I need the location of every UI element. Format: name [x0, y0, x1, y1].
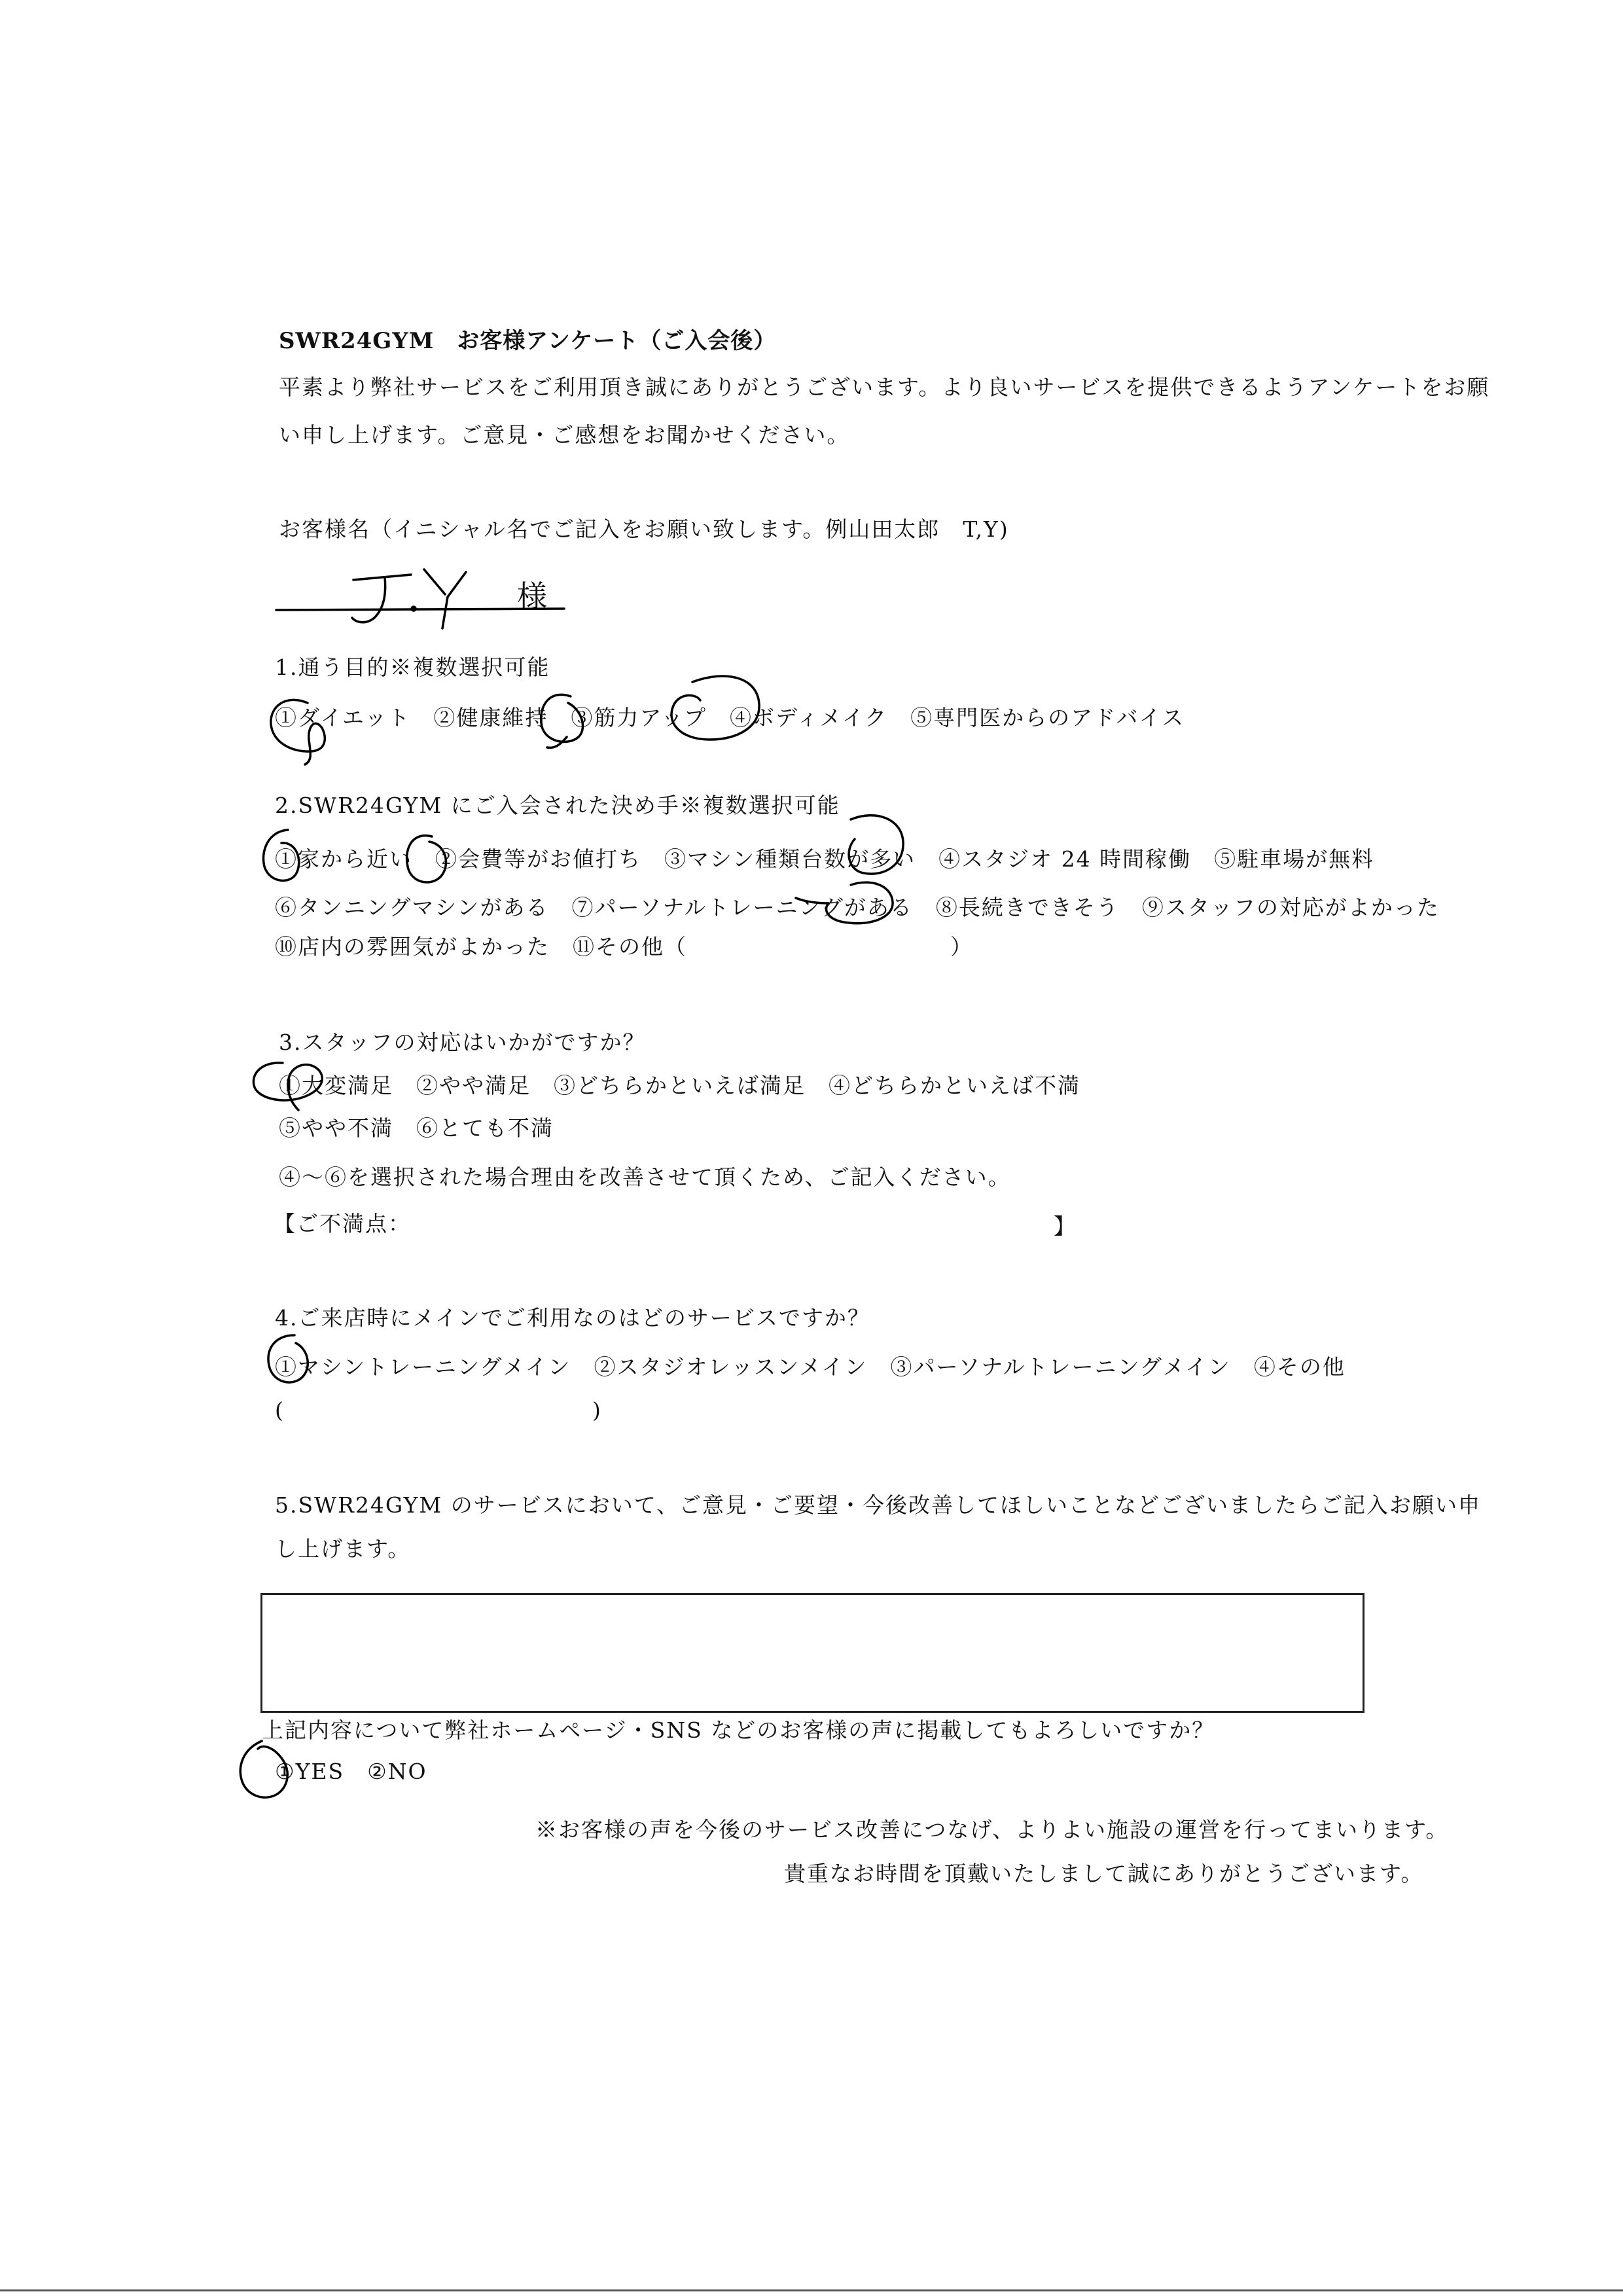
- q3-options-line-2: ⑤やや不満 ⑥とても不満: [279, 1115, 554, 1141]
- q4-question: 4.ご来店時にメインでご利用なのはどのサービスですか？: [275, 1305, 870, 1331]
- footer-line-1: ※お客様の声を今後のサービス改善につなげ、よりよい施設の運営を行ってまいります。: [535, 1817, 1449, 1842]
- publish-options: ①YES ②NO: [275, 1759, 427, 1784]
- q5-question-line-2: し上げます。: [275, 1536, 411, 1562]
- survey-title: SWR24GYM お客様アンケート（ご入会後）: [279, 328, 777, 354]
- q3-question: 3.スタッフの対応はいかがですか？: [279, 1030, 646, 1055]
- q4-options: ①マシントレーニングメイン ②スタジオレッスンメイン ③パーソナルトレーニングメイン ④その他: [275, 1354, 1346, 1380]
- q3-complaint-label: 【ご不満点：: [274, 1211, 411, 1236]
- publish-question: 上記内容について弊社ホームページ・SNS などのお客様の声に掲載してもよろしいですか？: [262, 1717, 1215, 1743]
- intro-line-1: 平素より弊社サービスをご利用頂き誠にありがとうございます。より良いサービスを提供できるようアンケートをお願: [279, 374, 1490, 400]
- q3-note: ④～⑥を選択された場合理由を改善させて頂くため、ご記入ください。: [279, 1164, 1011, 1190]
- customer-name-suffix: 様: [517, 579, 547, 614]
- q5-answer-box[interactable]: [260, 1593, 1364, 1713]
- q2-options-line-3: ⑩店内の雰囲気がよかった ⑪その他（: [275, 934, 687, 960]
- q4-other-close-paren: ): [592, 1397, 602, 1423]
- q4-other-open-paren: (: [275, 1397, 285, 1423]
- intro-line-2: い申し上げます。ご意見・ご感想をお聞かせください。: [279, 422, 850, 448]
- q2-options-line-1: ①家から近い ②会費等がお値打ち ③マシン種類台数が多い ④スタジオ 24 時間稼働 ⑤駐車場が無料: [275, 846, 1375, 872]
- q3-options-line-1: ①大変満足 ②やや満足 ③どちらかといえば満足 ④どちらかといえば不満: [279, 1073, 1080, 1098]
- q2-options-line-2: ⑥タンニングマシンがある ⑦パーソナルトレーニングがある ⑧長続きできそう ⑨スタッフの対応がよかった: [275, 895, 1440, 920]
- customer-name-label: お客様名（イニシャル名でご記入をお願い致します。例山田太郎 T,Y): [279, 516, 1009, 542]
- scan-edge-line: [0, 2289, 1623, 2291]
- q2-other-close-paren: ）: [950, 934, 973, 960]
- q1-options: ①ダイエット ②健康維持 ③筋力アップ ④ボディメイク ⑤専門医からのアドバイス: [275, 705, 1185, 730]
- q2-question: 2.SWR24GYM にご入会された決め手※複数選択可能: [275, 793, 840, 818]
- customer-name-handwritten: [308, 563, 478, 622]
- q5-question-line-1: 5.SWR24GYM のサービスにおいて、ご意見・ご要望・今後改善してほしいことなどございましたらご記入お願い申: [275, 1492, 1482, 1518]
- footer-line-2: 貴重なお時間を頂戴いたしまして誠にありがとうございます。: [784, 1861, 1424, 1886]
- q3-complaint-close: 】: [1054, 1213, 1077, 1239]
- q1-question: 1.通う目的※複数選択可能: [275, 655, 550, 680]
